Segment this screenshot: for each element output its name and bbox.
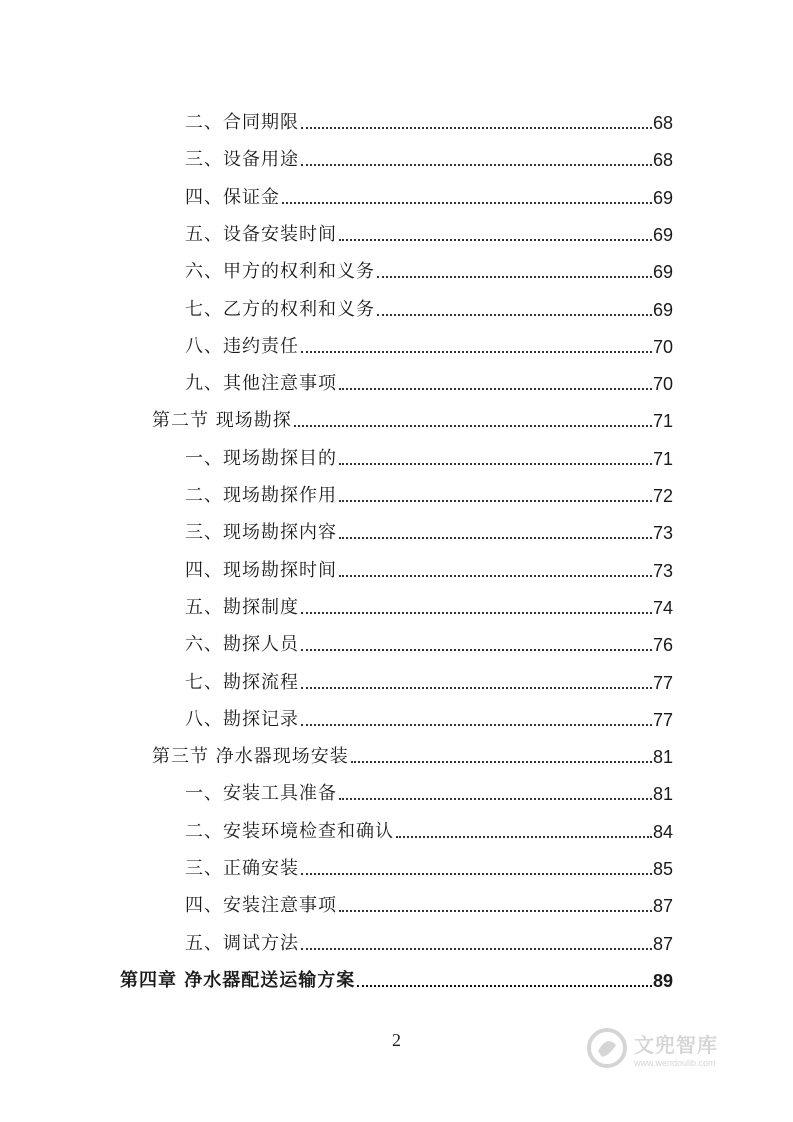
toc-dot-leader [339,239,652,241]
toc-entry-label: 四、保证金 [185,186,280,208]
toc-item-entry[interactable] [185,889,673,917]
toc-entry-label: 九、其他注意事项 [185,373,337,395]
toc-entry-label: 第四章 净水器配送运输方案 [120,969,356,991]
toc-dot-leader [357,985,652,987]
toc-entry-label: 三、现场勘探内容 [185,522,337,544]
toc-dot-leader [339,500,652,502]
toc-entry-label: 六、勘探人员 [185,634,299,656]
toc-entry-page: 71 [652,448,673,469]
toc-entry-label: 七、乙方的权利和义务 [185,298,375,320]
toc-dot-leader [301,873,652,875]
toc-dot-leader [351,761,652,763]
toc-entry-label: 第三节 净水器现场安装 [152,746,349,768]
toc-entry-page: 77 [652,672,673,693]
toc-dot-leader [282,202,652,204]
toc-dot-leader [301,612,652,614]
toc-entry-label: 第二节 现场勘探 [152,410,292,432]
wendou-logo-icon [586,1027,628,1069]
toc-entry-label: 三、正确安装 [185,858,299,879]
toc-entry-page: 69 [652,224,673,245]
toc-item-entry[interactable] [185,666,673,694]
toc-dot-leader [301,649,652,651]
toc-section-entry[interactable] [152,740,673,768]
toc-entry-page: 77 [652,709,673,730]
toc-item-entry[interactable] [185,330,673,358]
toc-entry-page: 89 [652,970,673,991]
toc-dot-leader [339,463,652,465]
page-number: 2 [392,1030,401,1050]
toc-entry-label: 八、勘探记录 [185,708,299,730]
toc-entry-page: 68 [652,113,673,133]
toc-dot-leader [396,836,652,838]
toc-entry-page: 87 [652,896,673,917]
toc-dot-leader [294,425,652,427]
toc-item-entry[interactable] [185,852,673,880]
toc-entry-page: 69 [652,262,673,283]
toc-item-entry[interactable] [185,181,673,209]
toc-entry-page: 69 [652,299,673,320]
toc-dot-leader [339,575,652,577]
toc-entry-label: 八、违约责任 [185,335,299,357]
toc-entry-label: 四、安装注意事项 [185,895,337,917]
toc-item-entry[interactable] [185,516,673,544]
toc-item-entry[interactable] [185,255,673,283]
toc-entry-label: 二、安装环境检查和确认 [185,820,394,842]
toc-item-entry[interactable] [185,143,673,171]
toc-entry-label: 二、合同期限 [185,112,299,133]
toc-dot-leader [301,724,652,726]
toc-section-entry[interactable] [152,404,673,432]
toc-item-entry[interactable] [185,479,673,507]
toc-dot-leader [301,351,652,353]
toc-entry-label: 一、安装工具准备 [185,783,337,805]
toc-entry-page: 73 [652,523,673,544]
toc-entry-label: 五、设备安装时间 [185,223,337,245]
toc-item-entry[interactable] [185,815,673,843]
toc-entry-page: 81 [652,747,673,768]
toc-item-entry[interactable] [185,777,673,805]
toc-entry-label: 六、甲方的权利和义务 [185,261,375,283]
watermark-name: 文兜智库 [634,1032,718,1057]
toc-chapter-entry[interactable] [120,964,673,992]
toc-entry-page: 68 [652,150,673,171]
toc-entry-page: 85 [652,859,673,879]
toc-dot-leader [301,164,652,166]
toc-entry-page: 73 [652,560,673,581]
toc-item-entry[interactable] [185,591,673,619]
toc-dot-leader [339,910,652,912]
watermark [586,1020,766,1076]
toc-entry-label: 五、勘探制度 [185,596,299,618]
toc-item-entry[interactable] [185,927,673,955]
toc-item-entry[interactable] [185,554,673,582]
toc-item-entry[interactable] [185,293,673,321]
toc-dot-leader [377,276,652,278]
toc-entry-page: 70 [652,336,673,357]
toc-item-entry[interactable] [185,106,673,134]
toc-dot-leader [339,388,652,390]
toc-item-entry[interactable] [185,442,673,470]
toc-entry-page: 71 [652,411,673,432]
toc-dot-leader [301,948,652,950]
toc-item-entry[interactable] [185,218,673,246]
toc-entry-page: 69 [652,187,673,208]
toc-item-entry[interactable] [185,367,673,395]
toc-entry-label: 二、现场勘探作用 [185,485,337,506]
toc-entry-page: 81 [652,784,673,805]
toc-entry-label: 四、现场勘探时间 [185,559,337,581]
toc-dot-leader [377,314,652,316]
toc-entry-page: 70 [652,374,673,395]
toc-entry-page: 74 [652,597,673,618]
toc-entry-label: 五、调试方法 [185,932,299,954]
toc-dot-leader [301,127,652,129]
toc-entry-page: 72 [652,486,673,506]
toc-item-entry[interactable] [185,703,673,731]
toc-dot-leader [339,798,652,800]
toc-dot-leader [301,687,652,689]
toc-entry-label: 七、勘探流程 [185,671,299,693]
toc-entry-label: 一、现场勘探目的 [185,447,337,469]
toc-entry-page: 87 [652,933,673,954]
toc-entry-page: 76 [652,635,673,656]
toc-item-entry[interactable] [185,628,673,656]
toc-dot-leader [339,537,652,539]
toc-entry-page: 84 [652,821,673,842]
watermark-url: www.wendoulib.com [634,1057,716,1068]
toc-entry-label: 三、设备用途 [185,149,299,171]
